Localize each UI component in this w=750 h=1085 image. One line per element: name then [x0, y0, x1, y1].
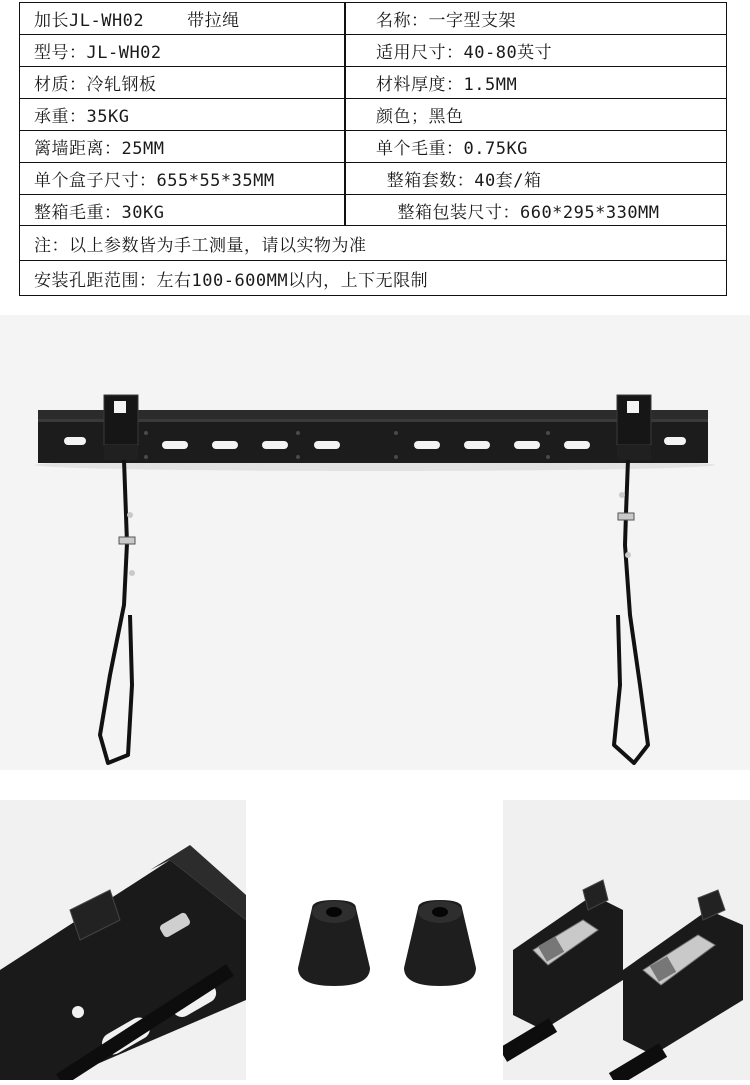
table-row	[20, 99, 726, 131]
table-row	[20, 3, 726, 35]
table-row	[20, 163, 726, 195]
spec-box-size: 单个盒子尺寸：655*55*35MM	[34, 171, 275, 191]
spec-table	[19, 2, 727, 296]
rubber-spacers-illustration	[254, 800, 502, 1080]
rail-closeup-illustration	[0, 800, 246, 1080]
spec-color: 颜色；黑色	[376, 107, 464, 127]
spec-note: 注：以上参数皆为手工测量，请以实物为准	[34, 235, 367, 256]
spec-load: 承重：35KG	[34, 107, 130, 127]
table-row	[20, 67, 726, 99]
spec-sets-per-carton: 整箱套数：40套/箱	[376, 171, 542, 191]
table-row	[20, 35, 726, 67]
table-row-install	[20, 261, 726, 295]
spec-unit-weight: 单个毛重：0.75KG	[376, 139, 528, 159]
spec-thickness: 材料厚度：1.5MM	[376, 75, 518, 95]
spec-wall-distance: 篱墙距离：25MM	[34, 139, 165, 159]
detail-photo-rail	[0, 800, 246, 1080]
spec-material: 材质：冷轧钢板	[34, 75, 157, 95]
spec-carton-size: 整箱包装尺寸：660*295*330MM	[376, 202, 660, 223]
table-row	[20, 195, 726, 226]
spec-install-range: 安装孔距范围：左右100-600MM以内，上下无限制	[34, 270, 429, 291]
spec-model-strap: 加长JL-WH02 带拉绳	[34, 11, 240, 31]
product-photo-bracket	[0, 315, 750, 770]
spec-carton-weight: 整箱毛重：30KG	[34, 202, 165, 223]
spec-applicable-size: 适用尺寸：40-80英寸	[376, 43, 553, 63]
wall-bracket-illustration	[0, 315, 750, 770]
spec-model-number: 型号：JL-WH02	[34, 43, 162, 63]
detail-photo-spacers	[254, 800, 502, 1080]
spec-name: 名称：一字型支架	[376, 11, 516, 31]
strap-buckles-illustration	[503, 800, 750, 1080]
table-row-note	[20, 226, 726, 261]
detail-photo-buckles	[503, 800, 750, 1080]
table-row	[20, 131, 726, 163]
